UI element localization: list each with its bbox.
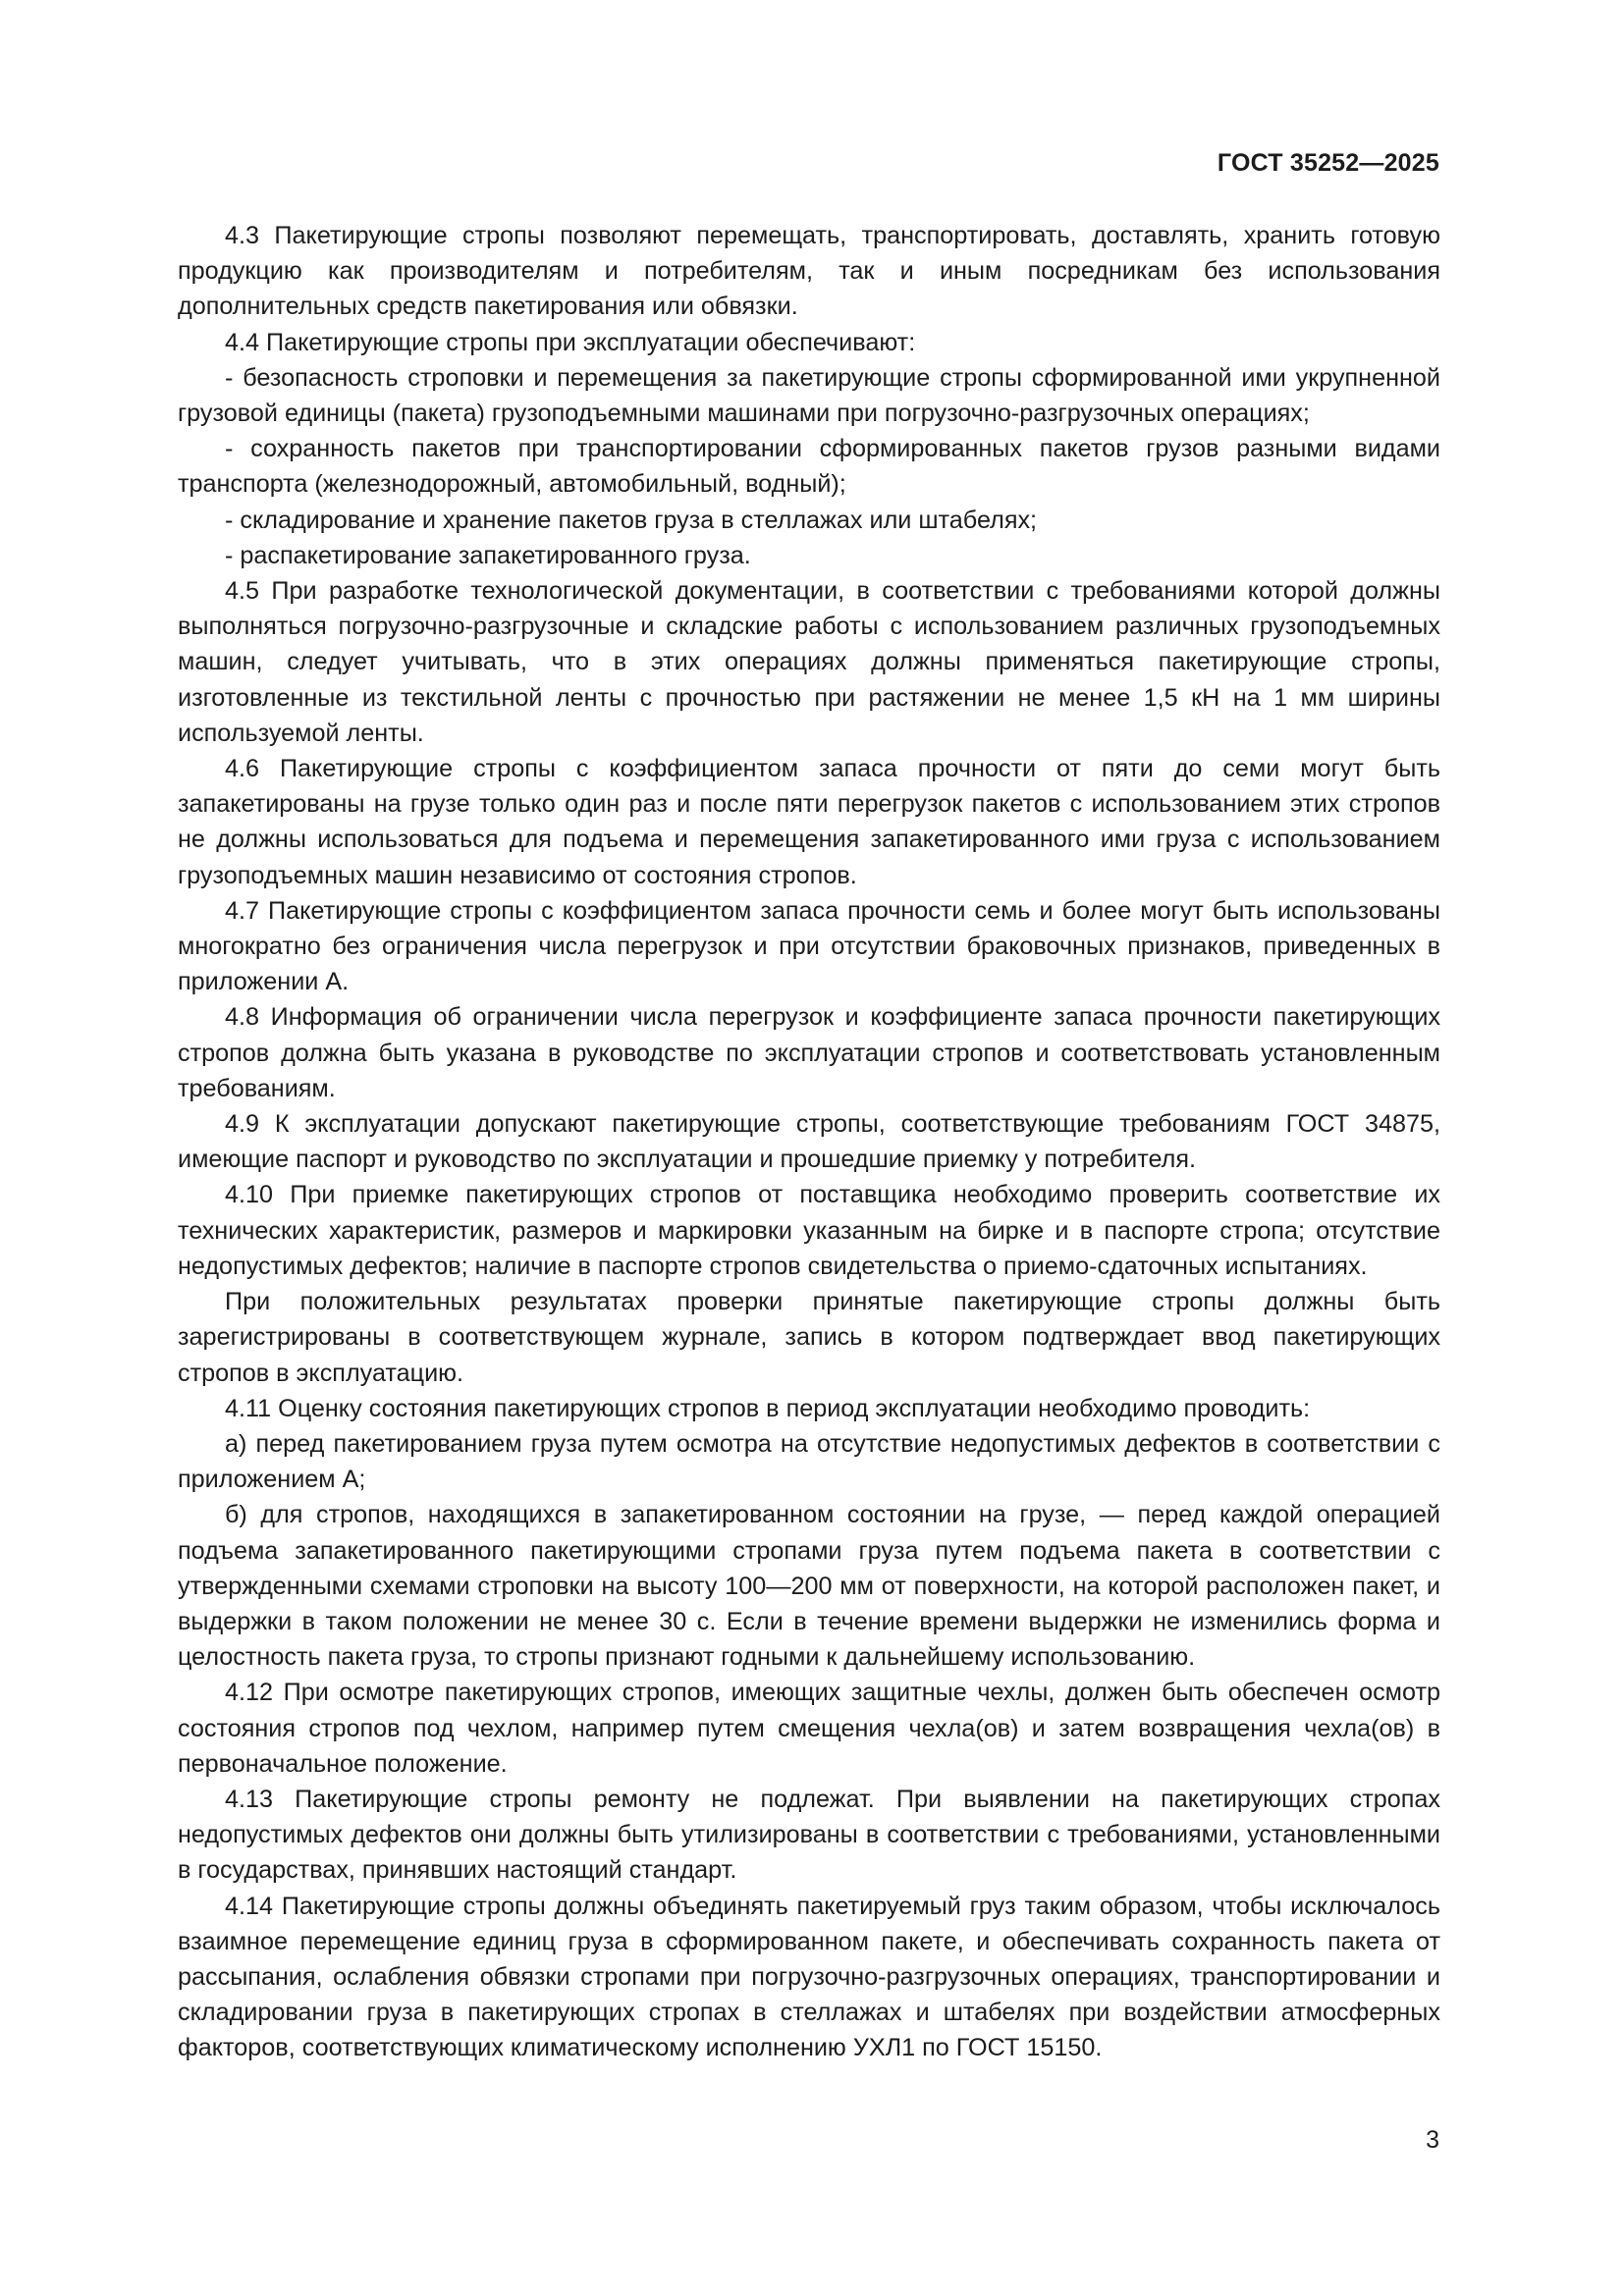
- paragraph-4-7: 4.7 Пакетирующие стропы с коэффициентом запаса прочности семь и более могут быть использованы многократно без ограничения числа перегрузок и при отсутствии браковочных признаков, приведенных в приложении А.: [178, 896, 1440, 996]
- list-item-preservation: - сохранность пакетов при транспортировании сформированных пакетов грузов разными видами транспорта (железнодорожный, автомобильный, водный);: [178, 435, 1440, 499]
- paragraph-4-13: 4.13 Пакетирующие стропы ремонту не подлежат. При выявлении на пакетирующих стропах недопустимых дефектов они должны быть утилизированы в соответствии с требованиями, установленными в государствах, принявших настоящий стандарт.: [178, 1785, 1440, 1885]
- list-item-safety: - безопасность строповки и перемещения за пакетирующие стропы сформированной ими укрупненной грузовой единицы (пакета) грузоподъемными машинами при погрузочно-разгрузочных операциях;: [178, 363, 1440, 428]
- page-number: 3: [1426, 2126, 1439, 2154]
- document-body: [178, 218, 1440, 2066]
- paragraph-4-14: 4.14 Пакетирующие стропы должны объединять пакетируемый груз таким образом, чтобы исключалось взаимное перемещение единиц груза в сформированном пакете, и обеспечивать сохранность пакета от рассыпания, ослабления обвязки стропами при погрузочно-разгрузочных операциях, транспортировании и складировании груза в пакетирующих стропах в стеллажах и штабелях при воздействии атмосферных факторов, соответствующих климатическому исполнению УХЛ1 по ГОСТ 15150.: [178, 1892, 1440, 2062]
- list-item-b: б) для стропов, находящихся в запакетированном состоянии на грузе, — перед каждой операцией подъема запакетированного пакетирующими стропами груза путем подъема пакета в соответствии с утвержденными схемами строповки на высоту 100—200 мм от поверхности, на которой расположен пакет, и выдержки в таком положении не менее 30 с. Если в течение времени выдержки не изменились форма и целостность пакета груза, то стропы признают годными к дальнейшему использованию.: [178, 1501, 1440, 1672]
- document-header-id: ГОСТ 35252—2025: [1217, 149, 1439, 177]
- paragraph-4-10: 4.10 При приемке пакетирующих стропов от поставщика необходимо проверить соответствие их технических характеристик, размеров и маркировки указанным на бирке и в паспорте стропа; отсутствие недопустимых дефектов; наличие в паспорте стропов свидетельства о приемо-сдаточных испытаниях.: [178, 1181, 1440, 1280]
- list-item-storage: - складирование и хранение пакетов груза в стеллажах или штабелях;: [225, 506, 1038, 534]
- paragraph-4-4: 4.4 Пакетирующие стропы при эксплуатации обеспечивают:: [225, 328, 916, 356]
- paragraph-4-9: 4.9 К эксплуатации допускают пакетирующие стропы, соответствующие требованиям ГОСТ 34875, имеющие паспорт и руководство по эксплуатации и прошедшие приемку у потребителя.: [178, 1110, 1440, 1174]
- paragraph-4-3: 4.3 Пакетирующие стропы позволяют перемещать, транспортировать, доставлять, хранить готовую продукцию как производителям и потребителям, так и иным посредникам без использования дополнительных средств пакетирования или обвязки.: [178, 222, 1440, 321]
- paragraph-4-12: 4.12 При осмотре пакетирующих стропов, имеющих защитные чехлы, должен быть обеспечен осмотр состояния стропов под чехлом, например путем смещения чехла(ов) и затем возвращения чехла(ов) в первоначальное положение.: [178, 1679, 1440, 1778]
- paragraph-4-10-registration: При положительных результатах проверки принятые пакетирующие стропы должны быть зарегистрированы в соответствующем журнале, запись в котором подтверждает ввод пакетирующих стропов в эксплуатацию.: [178, 1288, 1440, 1387]
- paragraph-4-11: 4.11 Оценку состояния пакетирующих стропов в период эксплуатации необходимо проводить:: [225, 1394, 1311, 1422]
- paragraph-4-6: 4.6 Пакетирующие стропы с коэффициентом запаса прочности от пяти до семи могут быть запакетированы на грузе только один раз и после пяти перегрузок пакетов с использованием этих стропов не должны использоваться для подъема и перемещения запакетированного ими груза с использованием грузоподъемных машин независимо от состояния стропов.: [178, 755, 1440, 889]
- paragraph-4-8: 4.8 Информация об ограничении числа перегрузок и коэффициенте запаса прочности пакетирующих стропов должна быть указана в руководстве по эксплуатации стропов и соответствовать установленным требованиям.: [178, 1003, 1440, 1102]
- list-item-unpacking: - распакетирование запакетированного груза.: [225, 541, 751, 569]
- paragraph-4-5: 4.5 При разработке технологической документации, в соответствии с требованиями которой должны выполняться погрузочно-разгрузочные и складские работы с использованием различных грузоподъемных машин, следует учитывать, что в этих операциях должны применяться пакетирующие стропы, изготовленные из текстильной ленты с прочностью при растяжении не менее 1,5 кН на 1 мм ширины используемой ленты.: [178, 577, 1440, 747]
- list-item-a: а) перед пакетированием груза путем осмотра на отсутствие недопустимых дефектов в соответствии с приложением А;: [178, 1429, 1440, 1494]
